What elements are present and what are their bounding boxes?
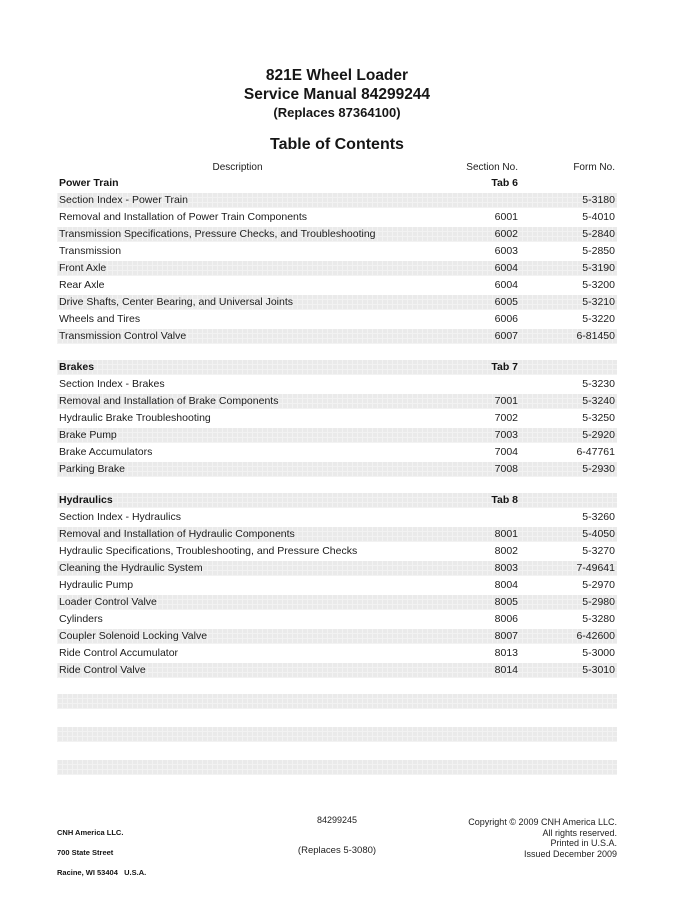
entry-section-no: 6007 (494, 330, 518, 342)
toc-section-header-row (57, 493, 617, 508)
entry-form-no: 5-3250 (582, 412, 615, 424)
toc-row (57, 527, 617, 542)
entry-form-no (518, 360, 617, 375)
toc-row (57, 445, 617, 460)
empty-shaded-bar (57, 694, 617, 709)
entry-form-no: 5-2920 (582, 429, 615, 441)
empty-shaded-bar (57, 760, 617, 775)
entry-description: Section Index - Brakes (59, 378, 165, 390)
toc-section-header-row (57, 360, 617, 375)
entry-form-no: 5-2840 (582, 228, 615, 240)
entry-description: Transmission Control Valve (59, 330, 187, 342)
toc-row (57, 312, 617, 327)
section-name: Power Train (59, 177, 119, 189)
toc-row (57, 227, 617, 242)
entry-description: Parking Brake (59, 463, 125, 475)
entry-form-no: 5-3010 (582, 664, 615, 676)
entry-section-no: 7004 (494, 446, 518, 458)
section-tab: Tab 7 (491, 361, 518, 373)
entry-description: Section Index - Power Train (59, 194, 188, 206)
column-header-form-no: Form No. (573, 162, 615, 173)
entry-form-no: 5-3280 (582, 613, 615, 625)
entry-section-no: 6004 (494, 262, 518, 274)
entry-form-no (518, 493, 617, 508)
entry-description: Brake Accumulators (59, 446, 153, 458)
entry-section-no: 6003 (494, 245, 518, 257)
toc-row (57, 462, 617, 477)
toc-row (57, 663, 617, 678)
toc-row (57, 578, 617, 593)
toc-row (57, 646, 617, 661)
entry-section-no: 8003 (494, 562, 518, 574)
entry-section-no: 8013 (494, 647, 518, 659)
printed-line: Printed in U.S.A. (550, 838, 617, 848)
entry-form-no: 5-3240 (582, 395, 615, 407)
entry-description: Removal and Installation of Brake Components (59, 395, 279, 407)
replaces-note: (Replaces 87364100) (273, 105, 401, 120)
entry-form-no (518, 176, 617, 191)
toc-section-header-row (57, 176, 617, 191)
entry-section-no: 6005 (494, 296, 518, 308)
entry-description: Ride Control Valve (59, 664, 146, 676)
toc-row (57, 612, 617, 627)
entry-description: Loader Control Valve (59, 596, 157, 608)
entry-form-no: 5-3210 (582, 296, 615, 308)
column-header-section-no: Section No. (466, 162, 518, 173)
copyright-line: Copyright © 2009 CNH America LLC. (468, 817, 617, 827)
copyright-block (468, 817, 617, 859)
entry-description: Ride Control Accumulator (59, 647, 179, 659)
publisher-line-1: CNH America LLC. (57, 828, 124, 837)
entry-description: Section Index - Hydraulics (59, 511, 181, 523)
toc-row (57, 193, 617, 208)
empty-shaded-bar (57, 727, 617, 742)
document-title: 821E Wheel Loader (265, 67, 409, 84)
entry-form-no: 5-4050 (582, 528, 615, 540)
entry-section-no: 8001 (494, 528, 518, 540)
entry-description: Hydraulic Brake Troubleshooting (59, 412, 211, 424)
entry-form-no: 5-3200 (582, 279, 615, 291)
entry-form-no: 5-2930 (582, 463, 615, 475)
entry-form-no: 5-3190 (582, 262, 615, 274)
entry-description: Rear Axle (59, 279, 105, 291)
entry-section-no: 7001 (494, 395, 518, 407)
toc-row (57, 261, 617, 276)
toc-row (57, 595, 617, 610)
entry-form-no: 5-3230 (582, 378, 615, 390)
toc-table (57, 161, 617, 793)
footer-form-number: 84299245 (316, 815, 358, 825)
entry-section-no: 8004 (494, 579, 518, 591)
entry-description: Transmission Specifications, Pressure Checks, and Troubleshooting (59, 228, 376, 240)
toc-row (57, 377, 617, 392)
entry-form-no: 5-4010 (582, 211, 615, 223)
toc-section (57, 360, 617, 477)
entry-form-no: 5-2980 (582, 596, 615, 608)
section-tab: Tab 8 (491, 494, 518, 506)
toc-section (57, 176, 617, 344)
entry-description: Removal and Installation of Power Train Components (59, 211, 308, 223)
entry-form-no: 5-3260 (582, 511, 615, 523)
entry-form-no: 5-2850 (582, 245, 615, 257)
entry-section-no: 7003 (494, 429, 518, 441)
toc-sections (57, 176, 617, 678)
entry-description: Cleaning the Hydraulic System (59, 562, 203, 574)
entry-form-no: 6-81450 (576, 330, 615, 342)
entry-description: Hydraulic Specifications, Troubleshooting, and Pressure Checks (59, 545, 358, 557)
footer-replaces-note: (Replaces 5-3080) (297, 845, 377, 856)
entry-section-no (418, 193, 518, 208)
issued-line: Issued December 2009 (523, 848, 617, 859)
entry-description: Brake Pump (59, 429, 117, 441)
toc-section (57, 493, 617, 678)
entry-section-no: 8007 (494, 630, 518, 642)
toc-heading: Table of Contents (270, 136, 404, 153)
toc-row (57, 544, 617, 559)
column-header-row (57, 161, 617, 174)
entry-form-no: 6-47761 (576, 446, 615, 458)
entry-description: Drive Shafts, Center Bearing, and Universal Joints (59, 296, 294, 308)
toc-row (57, 210, 617, 225)
trailing-empty-bars (57, 694, 617, 775)
entry-section-no: 8006 (494, 613, 518, 625)
entry-section-no: 6002 (494, 228, 518, 240)
entry-section-no: 6006 (494, 313, 518, 325)
entry-section-no: 8014 (494, 664, 518, 676)
publisher-line-2: 700 State Street (57, 848, 114, 857)
entry-form-no: 5-3270 (582, 545, 615, 557)
entry-description: Wheels and Tires (59, 313, 141, 325)
entry-form-no: 5-3220 (582, 313, 615, 325)
toc-row (57, 629, 617, 644)
publisher-line-3: Racine, WI 53404 U.S.A. (57, 868, 147, 877)
entry-description: Coupler Solenoid Locking Valve (59, 630, 208, 642)
entry-section-no: 6001 (494, 211, 518, 223)
toc-row (57, 295, 617, 310)
rights-line: All rights reserved. (542, 827, 617, 838)
column-header-description: Description (212, 162, 263, 173)
toc-row (57, 561, 617, 576)
entry-description: Transmission (59, 245, 122, 257)
entry-form-no: 5-3000 (582, 647, 615, 659)
section-tab: Tab 6 (491, 177, 518, 189)
entry-section-no (418, 510, 518, 525)
entry-description: Cylinders (59, 613, 103, 625)
toc-row (57, 428, 617, 443)
entry-form-no: 5-2970 (582, 579, 615, 591)
entry-section-no: 8005 (494, 596, 518, 608)
toc-row (57, 411, 617, 426)
entry-section-no: 6004 (494, 279, 518, 291)
entry-description: Removal and Installation of Hydraulic Components (59, 528, 295, 540)
entry-form-no: 7-49641 (576, 562, 615, 574)
section-name: Hydraulics (59, 494, 113, 506)
entry-description: Hydraulic Pump (59, 579, 134, 591)
entry-description: Front Axle (59, 262, 107, 274)
entry-section-no: 7002 (494, 412, 518, 424)
toc-row (57, 244, 617, 259)
title-block (57, 66, 617, 154)
entry-section-no (418, 377, 518, 392)
entry-section-no: 7008 (494, 463, 518, 475)
document-subtitle: Service Manual 84299244 (243, 86, 431, 103)
entry-form-no: 5-3180 (582, 194, 615, 206)
entry-section-no: 8002 (494, 545, 518, 557)
toc-row (57, 510, 617, 525)
toc-row (57, 394, 617, 409)
entry-form-no: 6-42600 (576, 630, 615, 642)
section-name: Brakes (59, 361, 95, 373)
toc-row (57, 329, 617, 344)
toc-row (57, 278, 617, 293)
